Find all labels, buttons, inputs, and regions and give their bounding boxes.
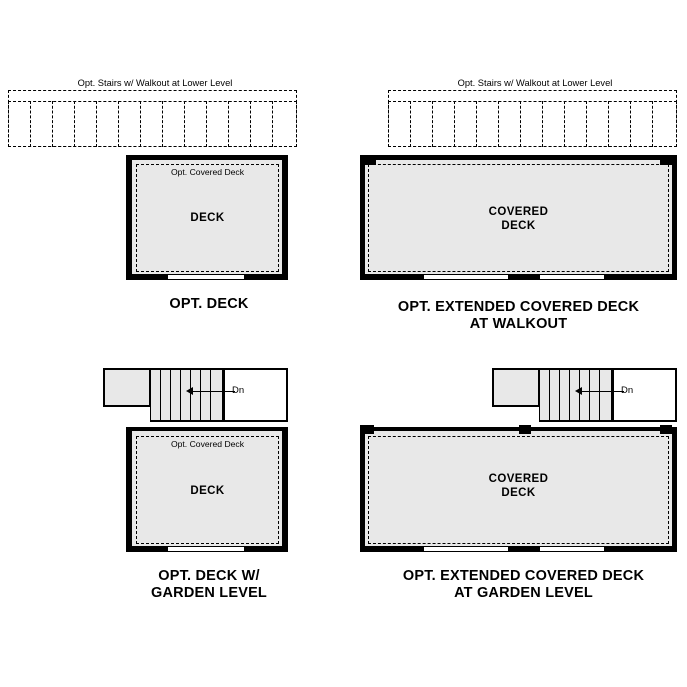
stair-tread xyxy=(250,101,251,147)
deck-wall-right xyxy=(672,427,677,552)
stair-tread xyxy=(206,101,207,147)
deck-room-label: DECK xyxy=(190,485,225,497)
stair-block-bottom-wall xyxy=(150,420,288,422)
deck-wall-right xyxy=(282,155,288,280)
stair-tread xyxy=(586,101,587,147)
stair-block-right-inner-wall xyxy=(223,369,225,422)
stair-tread xyxy=(162,101,163,147)
stair-tread xyxy=(410,101,411,147)
opt-covered-deck-label: Opt. Covered Deck xyxy=(170,439,245,449)
stair-tread xyxy=(74,101,75,147)
deck-door-opening xyxy=(168,274,244,280)
deck-post-left xyxy=(360,425,374,434)
stair-tread xyxy=(599,369,600,422)
stair-tread xyxy=(30,101,31,147)
stair-dn-label: Dn xyxy=(232,385,245,396)
deck-wall-bottom xyxy=(360,274,677,280)
plan-caption-line2: AT WALKOUT xyxy=(469,316,568,332)
stair-tread xyxy=(564,101,565,147)
stair-dn-label: Dn xyxy=(621,385,634,396)
stair-tread xyxy=(228,101,229,147)
deck-door-opening xyxy=(424,546,508,552)
deck-post-center xyxy=(519,425,531,434)
stair-direction-arrow-icon xyxy=(186,387,193,395)
stairs-note-label: Opt. Stairs w/ Walkout at Lower Level xyxy=(457,78,613,88)
stair-direction-arrow-icon xyxy=(575,387,582,395)
stair-tread xyxy=(140,101,141,147)
plan-caption: OPT. DECK xyxy=(169,296,249,312)
stair-tread xyxy=(498,101,499,147)
stair-block-bottom-wall xyxy=(539,420,677,422)
plan-caption: OPT. EXTENDED COVERED DECK xyxy=(402,568,645,584)
stair-tread xyxy=(579,369,580,422)
stair-tread xyxy=(96,101,97,147)
deck-wall-left xyxy=(360,155,365,280)
deck-room-label-line2: DECK xyxy=(501,220,536,232)
deck-door-opening xyxy=(424,274,508,280)
stair-tread xyxy=(652,101,653,147)
deck-wall-left xyxy=(126,427,132,552)
stair-tread xyxy=(520,101,521,147)
stair-tread xyxy=(542,101,543,147)
deck-post-right xyxy=(660,425,672,434)
landing-left-wall xyxy=(103,369,105,407)
landing-bottom-wall xyxy=(103,405,151,407)
stair-tread xyxy=(454,101,455,147)
stair-tread xyxy=(200,369,201,422)
plan-caption: OPT. DECK W/ xyxy=(158,568,260,584)
stair-tread xyxy=(569,369,570,422)
stair-landing xyxy=(492,369,539,407)
stairs-note-label: Opt. Stairs w/ Walkout at Lower Level xyxy=(77,78,233,88)
deck-wall-right xyxy=(672,155,677,280)
landing-left-wall xyxy=(492,369,494,407)
stair-direction-line xyxy=(191,391,235,392)
deck-room-label: COVERED xyxy=(488,206,549,218)
stair-block-right-wall xyxy=(675,368,677,422)
deck-wall-top xyxy=(126,155,288,160)
stair-tread xyxy=(184,101,185,147)
stair-tread xyxy=(608,101,609,147)
stair-landing xyxy=(103,369,150,407)
deck-room-label: COVERED xyxy=(488,473,549,485)
stair-tread xyxy=(630,101,631,147)
stair-block-right-inner-wall xyxy=(612,369,614,422)
deck-door-opening xyxy=(168,546,244,552)
opt-covered-deck-label: Opt. Covered Deck xyxy=(170,167,245,177)
deck-wall-left xyxy=(360,427,365,552)
stair-tread xyxy=(180,369,181,422)
stair-tread xyxy=(476,101,477,147)
deck-wall-left xyxy=(126,155,132,280)
deck-wall-top xyxy=(126,427,288,431)
deck-wall-top xyxy=(360,155,677,160)
stair-direction-line xyxy=(580,391,624,392)
deck-room-label: DECK xyxy=(190,212,225,224)
plan-caption: OPT. EXTENDED COVERED DECK xyxy=(397,299,640,315)
plan-caption-line2: AT GARDEN LEVEL xyxy=(454,585,593,601)
deck-door-opening-2 xyxy=(540,274,604,280)
stair-tread xyxy=(589,369,590,422)
stair-tread xyxy=(190,369,191,422)
stair-tread xyxy=(432,101,433,147)
stair-tread xyxy=(272,101,273,147)
plan-caption-line2: GARDEN LEVEL xyxy=(151,585,267,601)
stair-tread xyxy=(549,369,550,422)
stair-tread xyxy=(559,369,560,422)
stair-tread xyxy=(52,101,53,147)
stair-tread xyxy=(118,101,119,147)
stair-block-right-wall xyxy=(286,368,288,422)
deck-wall-bottom xyxy=(360,546,677,552)
stair-tread xyxy=(210,369,211,422)
stair-tread xyxy=(160,369,161,422)
deck-room-label-line2: DECK xyxy=(501,487,536,499)
landing-bottom-wall xyxy=(492,405,540,407)
deck-door-opening-2 xyxy=(540,546,604,552)
deck-wall-right xyxy=(282,427,288,552)
stair-tread xyxy=(170,369,171,422)
